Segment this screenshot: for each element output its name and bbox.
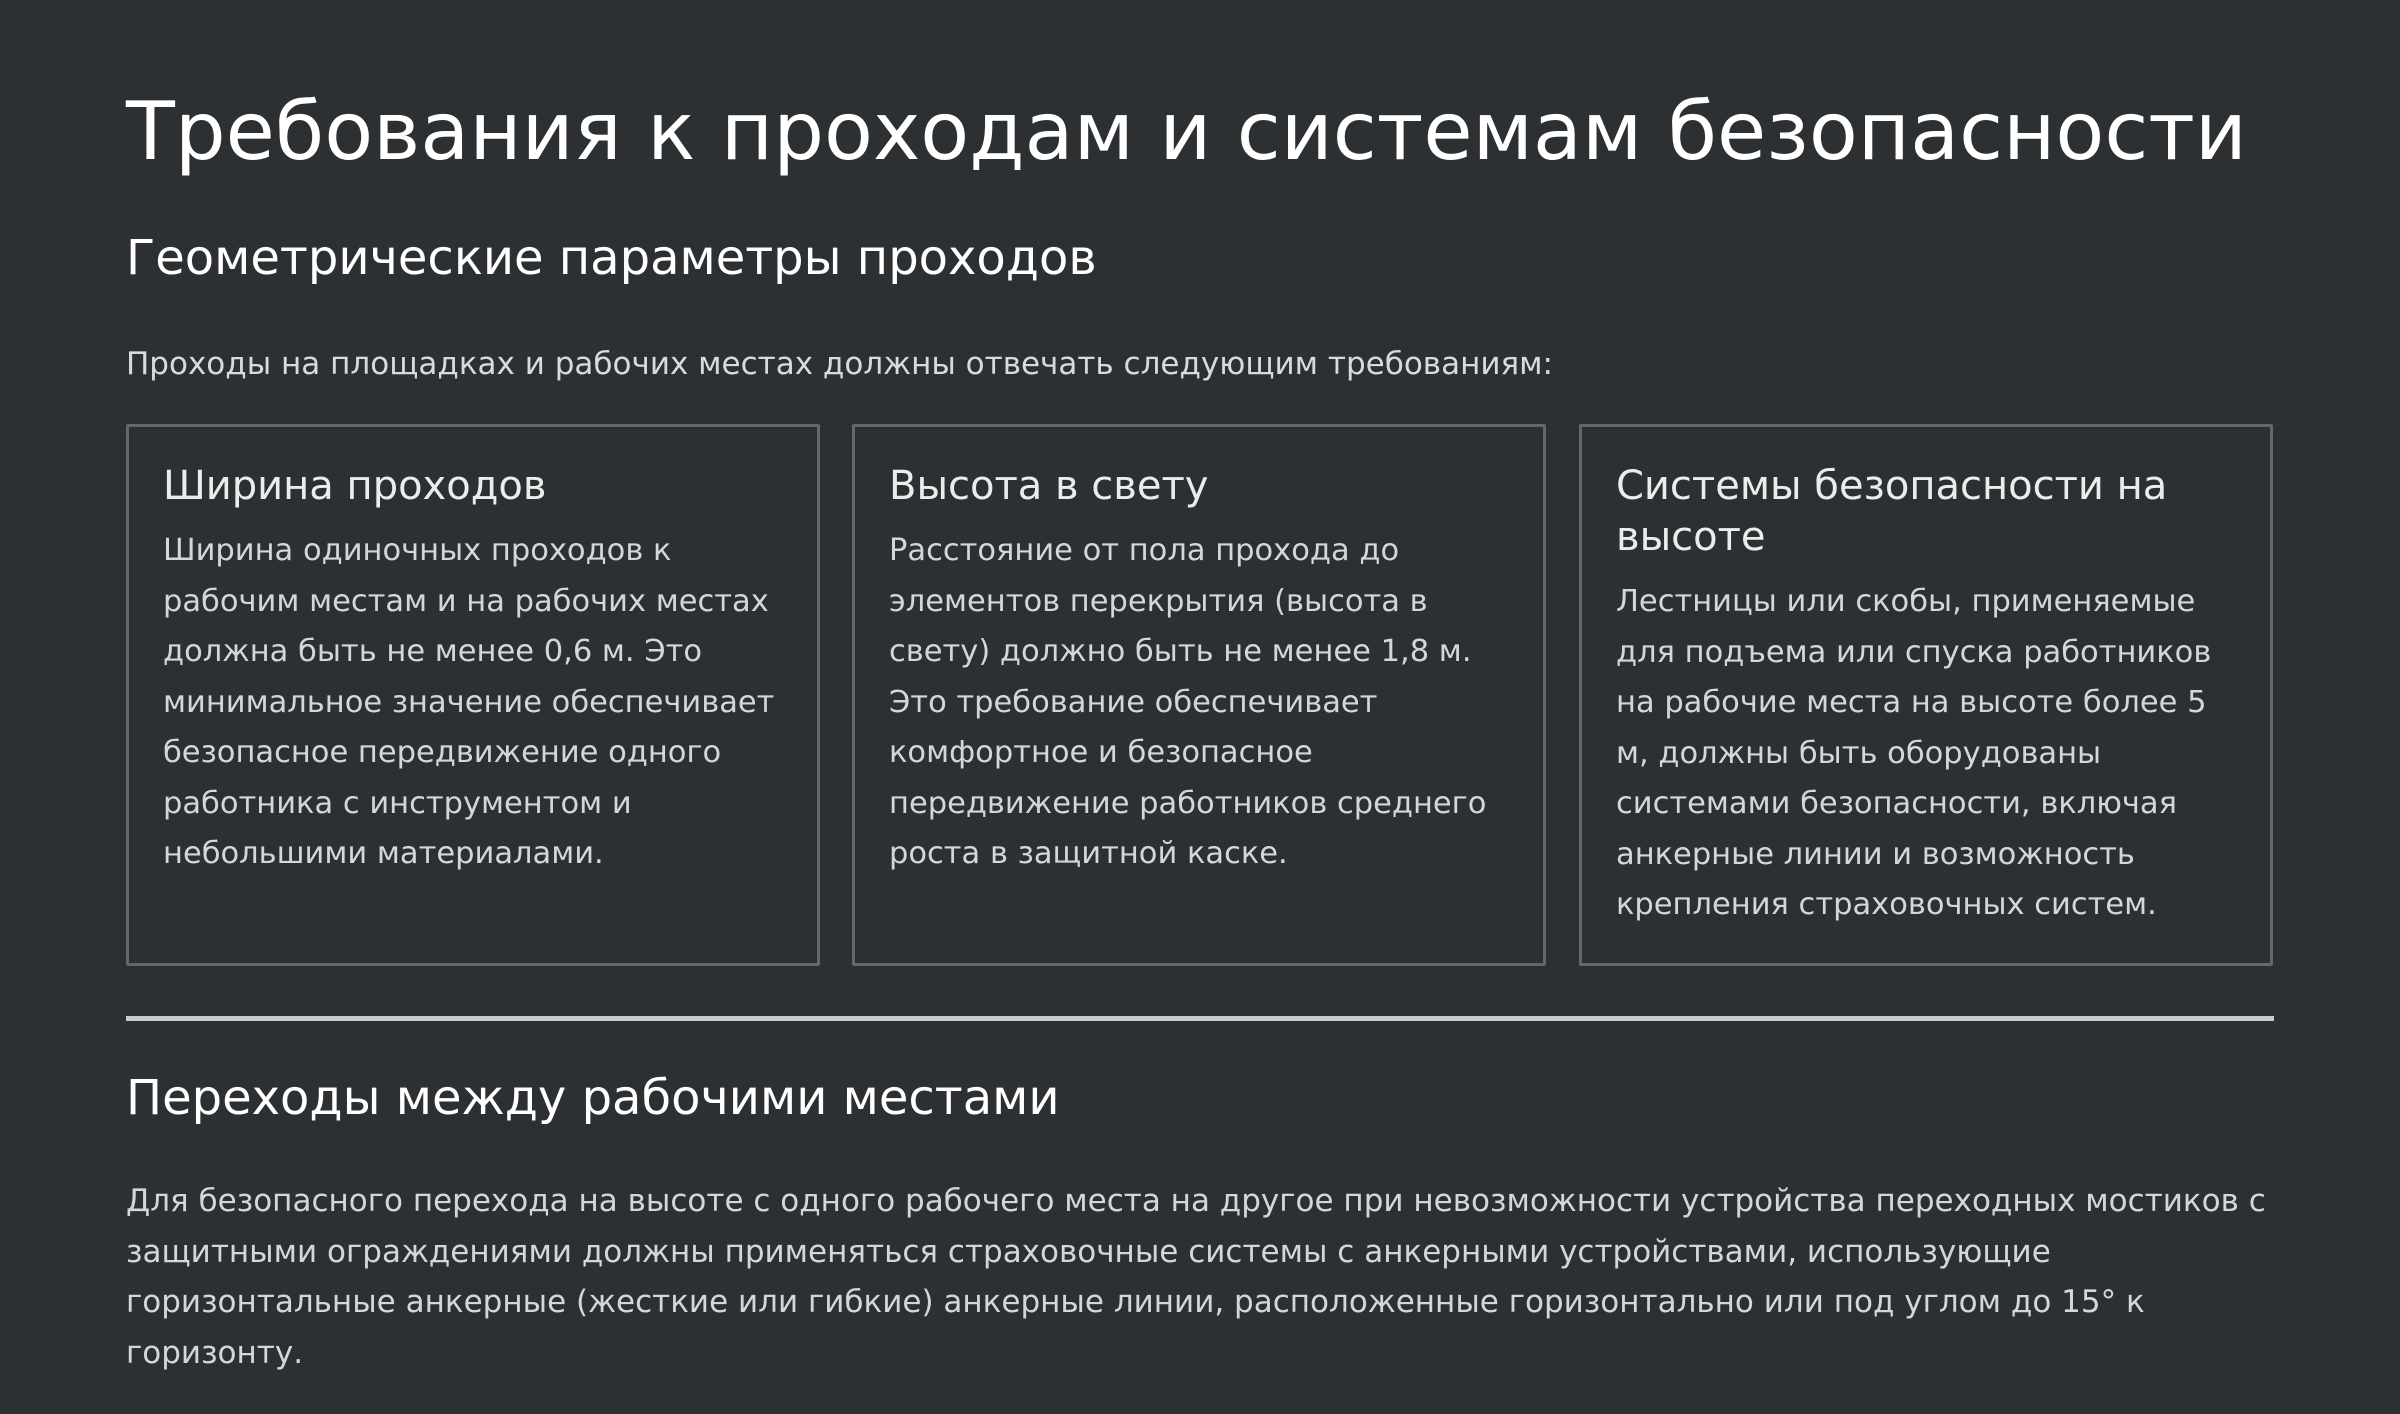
requirements-cards bbox=[126, 424, 2274, 966]
page-title: Требования к проходам и системам безопасности bbox=[126, 85, 2247, 178]
card-title: Системы безопасности на высоте bbox=[1616, 463, 2168, 560]
section-divider bbox=[126, 1016, 2274, 1021]
card-passage-width bbox=[126, 424, 820, 966]
card-title: Ширина проходов bbox=[163, 463, 547, 509]
section-intro: Проходы на площадках и рабочих местах должны отвечать следующим требованиям: bbox=[126, 346, 1553, 382]
card-text: Лестницы или скобы, применяемые для подъема или спуска работников на рабочие места на высоте более 5 м, должны быть оборудованы системами безопасности, включая анкерные линии и возможность крепления страховочных систем. bbox=[1616, 584, 2212, 922]
section-heading-transitions: Переходы между рабочими местами bbox=[126, 1070, 1060, 1126]
card-text: Ширина одиночных проходов к рабочим местам и на рабочих местах должна быть не менее 0,6 м. Это минимальное значение обеспечивает безопасное передвижение одного работника с инструментом и небольшими материалами. bbox=[163, 533, 775, 871]
card-title: Высота в свету bbox=[889, 463, 1209, 509]
card-height-safety-systems bbox=[1579, 424, 2273, 966]
card-clear-height bbox=[852, 424, 1546, 966]
card-text: Расстояние от пола прохода до элементов перекрытия (высота в свету) должно быть не менее 1,8 м. Это требование обеспечивает комфортное и безопасное передвижение работников среднего роста в защитной каске. bbox=[889, 533, 1487, 871]
section-heading-passage-geometry: Геометрические параметры проходов bbox=[126, 230, 1097, 286]
transitions-paragraph: Для безопасного перехода на высоте с одного рабочего места на другое при невозможности устройства переходных мостиков с защитными ограждениями должны применяться страховочные системы с анкерными устройствами, использующие горизонтальные анкерные (жесткие или гибкие) анкерные линии, расположенные горизонтально или под углом до 15° к горизонту. bbox=[126, 1183, 2266, 1371]
